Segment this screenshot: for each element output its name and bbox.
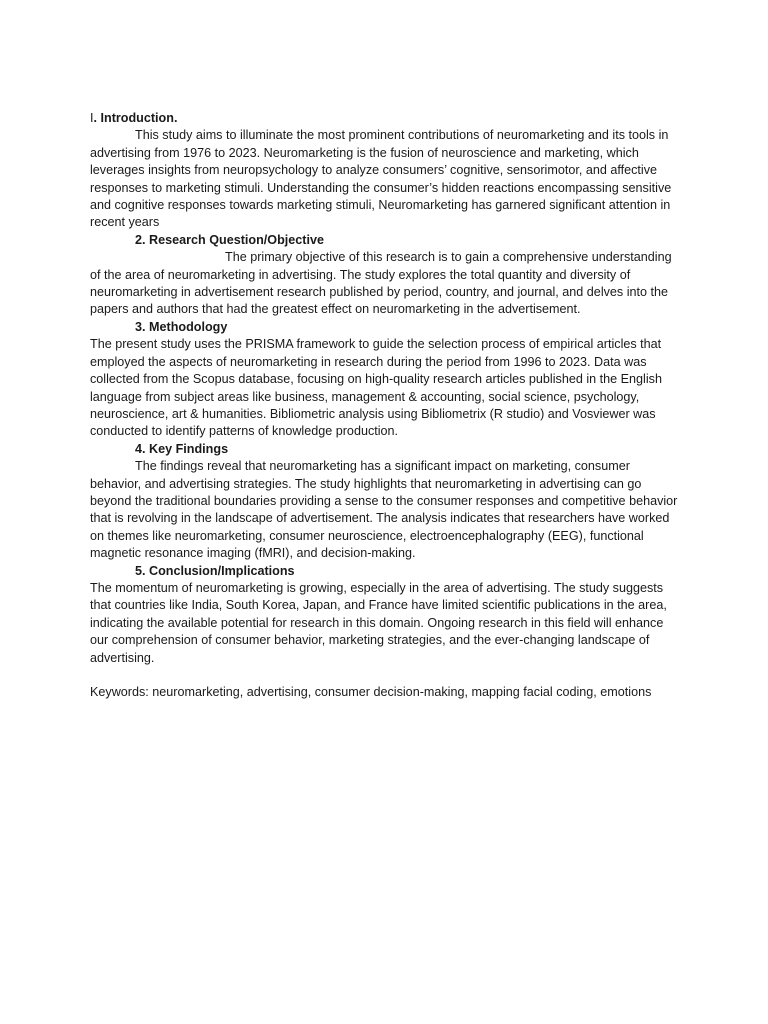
introduction-numeral: I xyxy=(90,111,94,125)
introduction-paragraph: This study aims to illuminate the most prominent contributions of neuromarketing and its tools in advertising from 1976 to 2023. Neuromarketing is the fusion of neuroscience and marketing, which leverages insights from neuropsychology to analyze consumers’ cognitive, sensorimotor, and affective responses to marketing stimuli. Understanding the consumer’s hidden reactions encompassing sensitive and cognitive responses towards marketing stimuli, Neuromarketing has garnered significant attention in recent years xyxy=(90,128,672,230)
research-question-heading: 2. Research Question/Objective xyxy=(135,232,324,247)
introduction-heading xyxy=(90,110,680,127)
key-findings-paragraph: The findings reveal that neuromarketing has a significant impact on marketing, consumer behavior, and advertising strategies. The study highlights that neuromarketing in advertising can go beyond the traditional boundaries providing a sense to the consumer responses and competitive behavior that is revolving in the landscape of advertisement. The analysis indicates that researchers have worked on themes like neuromarketing, consumer neuroscience, electroencephalography (EEG), functional magnetic resonance imaging (fMRI), and decision-making. xyxy=(90,459,678,561)
key-findings-heading: 4. Key Findings xyxy=(135,441,229,456)
introduction-title: . Introduction. xyxy=(93,111,178,125)
methodology-paragraph: The present study uses the PRISMA framework to guide the selection process of empirical articles that employed the aspects of neuromarketing in research during the period from 1996 to 2023. Data was collected from the Scopus database, focusing on high-quality research articles published in the English language from subject areas like business, management & accounting, social science, psychology, neuroscience, art & humanities. Bibliometric analysis using Bibliometrix (R studio) and Vosviewer was conducted to identify patterns of knowledge production. xyxy=(90,337,662,439)
methodology-heading: 3. Methodology xyxy=(135,319,228,334)
research-question-paragraph: The primary objective of this research is to gain a comprehensive understanding of the area of neuromarketing in advertising. The study explores the total quantity and diversity of neuromarketing in advertisement research published by period, country, and journal, and delves into the papers and authors that had the greatest effect on neuromarketing in the advertisement. xyxy=(90,250,672,317)
keywords-line: Keywords: neuromarketing, advertising, consumer decision-making, mapping facial coding, emotions xyxy=(90,685,652,700)
document-page xyxy=(90,110,680,702)
conclusion-heading: 5. Conclusion/Implications xyxy=(135,563,295,578)
conclusion-paragraph: The momentum of neuromarketing is growing, especially in the area of advertising. The study suggests that countries like India, South Korea, Japan, and France have limited scientific publications in the area, indicating the available potential for research in this domain. Ongoing research in this field will enhance our comprehension of consumer behavior, marketing strategies, and the ever-changing landscape of advertising. xyxy=(90,580,667,665)
